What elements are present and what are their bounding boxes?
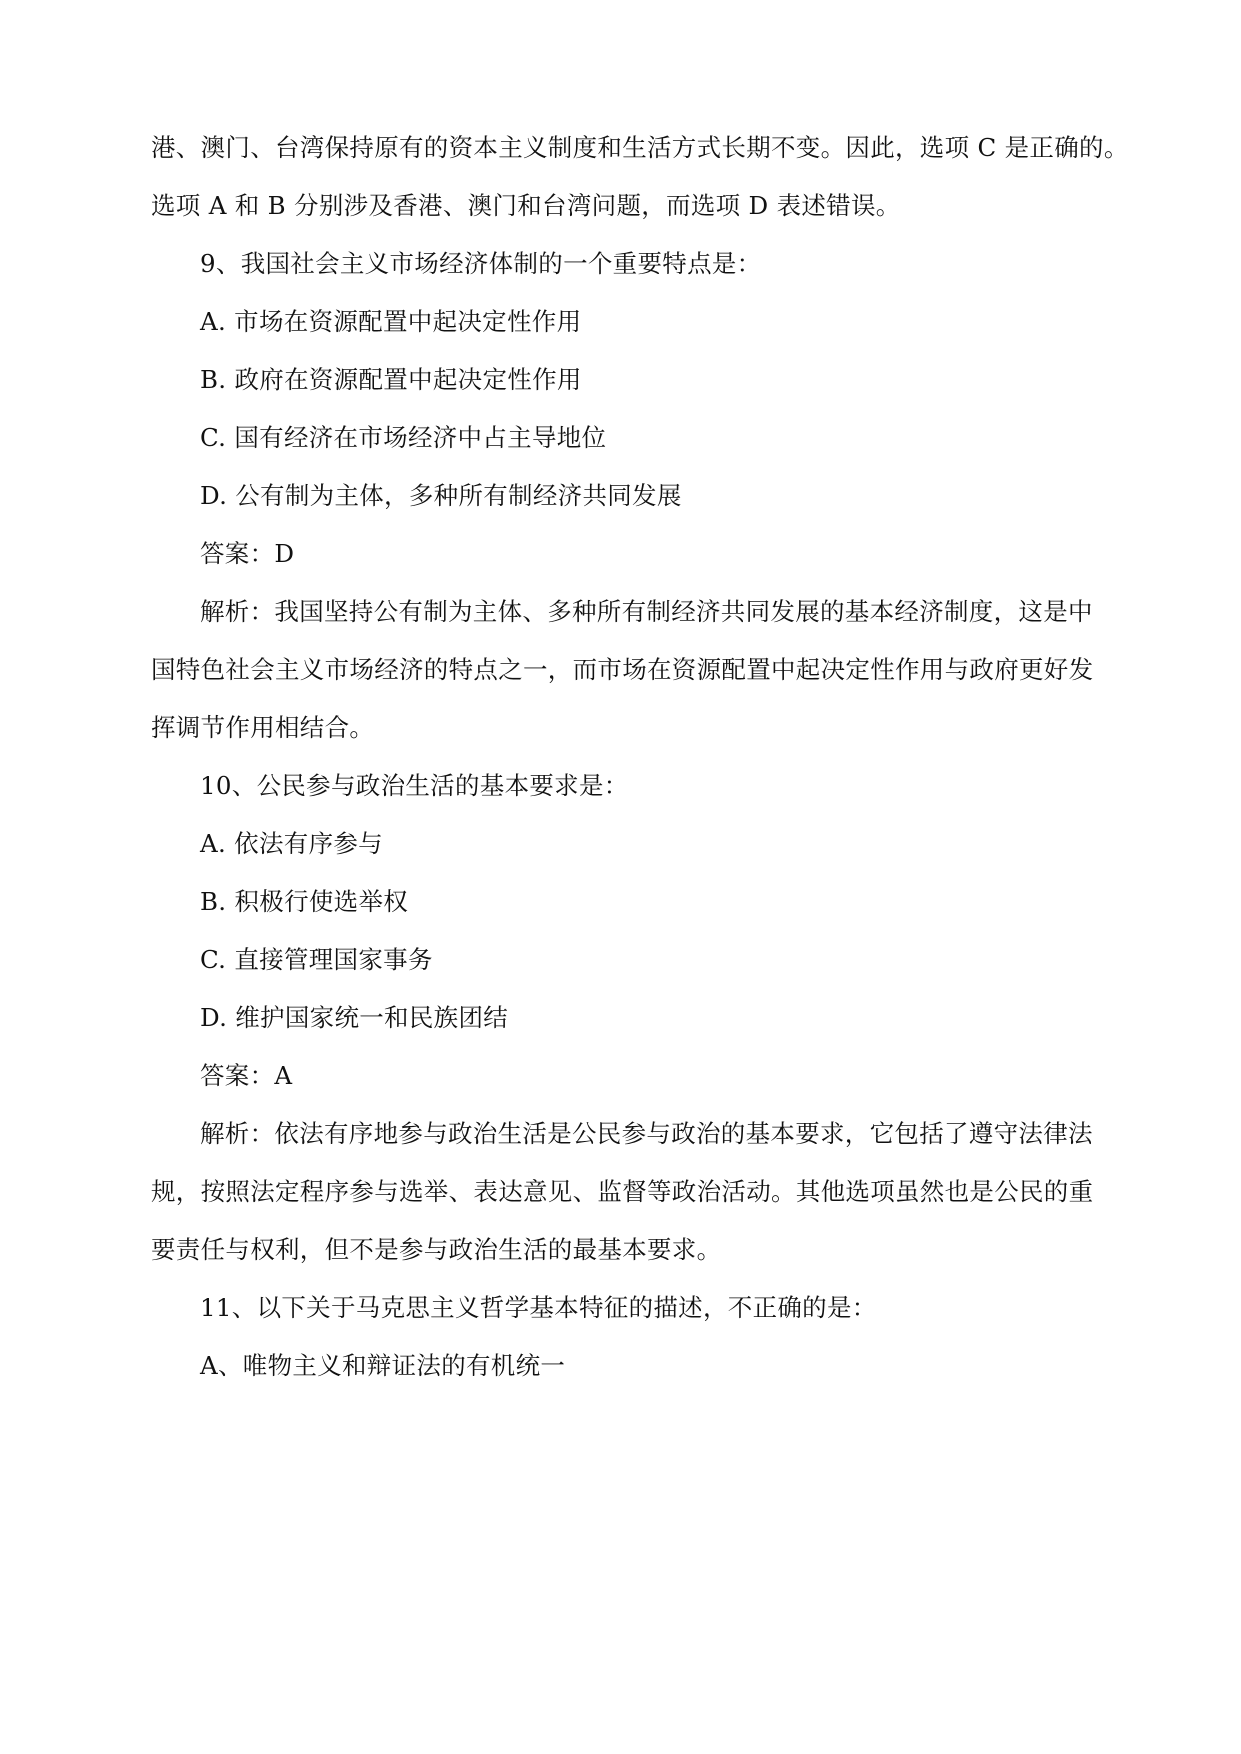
question-9-stem: 9、我国社会主义市场经济体制的一个重要特点是： [200,249,762,278]
paragraph-line: 选项 A 和 B 分别涉及香港、澳门和台湾问题，而选项 D 表述错误。 [151,191,901,220]
question-11-stem: 11、以下关于马克思主义哲学基本特征的描述，不正确的是： [200,1293,877,1322]
paragraph-line: 港、澳门、台湾保持原有的资本主义制度和生活方式长期不变。因此，选项 C 是正确的。 [151,133,1129,162]
question-9-explanation: 挥调节作用相结合。 [151,713,375,742]
question-10-option-a: A. 依法有序参与 [200,829,383,858]
question-10-stem: 10、公民参与政治生活的基本要求是： [200,771,629,800]
question-10-option-d: D. 维护国家统一和民族团结 [200,1003,509,1032]
question-9-option-a: A. 市场在资源配置中起决定性作用 [200,307,582,336]
question-10-answer: 答案：A [200,1061,293,1090]
question-9-answer: 答案：D [200,539,295,568]
question-10-explanation: 要责任与权利，但不是参与政治生活的最基本要求。 [151,1235,722,1264]
question-9-explanation: 国特色社会主义市场经济的特点之一，而市场在资源配置中起决定性作用与政府更好发 [151,655,1094,684]
question-9-option-d: D. 公有制为主体，多种所有制经济共同发展 [200,481,682,510]
question-9-explanation: 解析：我国坚持公有制为主体、多种所有制经济共同发展的基本经济制度，这是中 [200,597,1093,626]
question-10-option-b: B. 积极行使选举权 [200,887,409,916]
question-9-option-c: C. 国有经济在市场经济中占主导地位 [200,423,607,452]
question-11-option-a: A、唯物主义和辩证法的有机统一 [200,1351,566,1380]
question-9-option-b: B. 政府在资源配置中起决定性作用 [200,365,582,394]
question-10-explanation: 解析：依法有序地参与政治生活是公民参与政治的基本要求，它包括了遵守法律法 [200,1119,1093,1148]
question-10-option-c: C. 直接管理国家事务 [200,945,433,974]
question-10-explanation: 规，按照法定程序参与选举、表达意见、监督等政治活动。其他选项虽然也是公民的重 [151,1177,1094,1206]
